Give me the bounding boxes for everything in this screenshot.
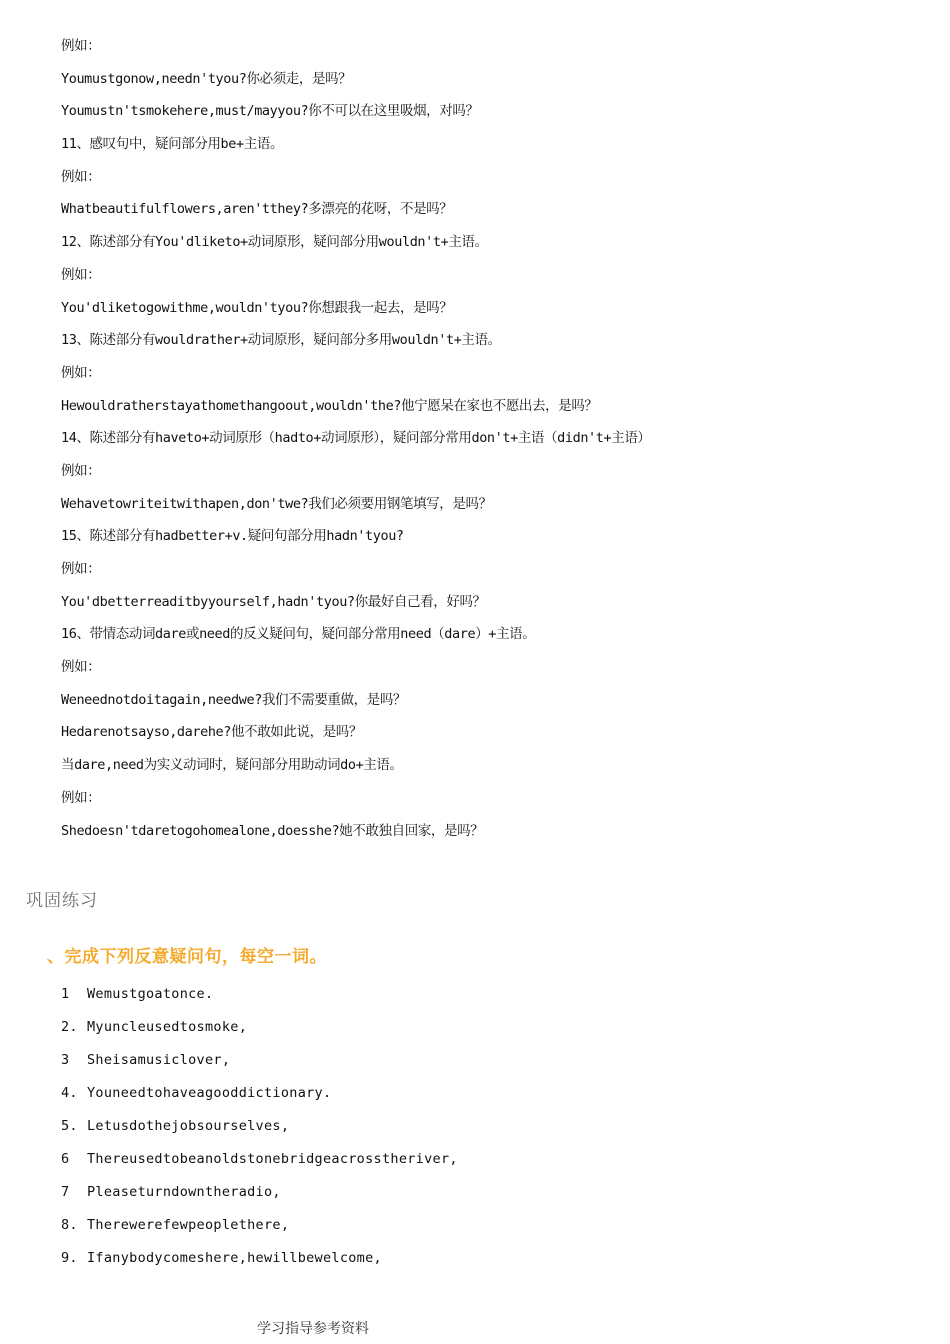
exercise-item bbox=[61, 1084, 921, 1117]
exercise-item bbox=[61, 1051, 921, 1084]
exercise-item bbox=[61, 1150, 921, 1183]
exercise-number: 3 bbox=[61, 1052, 70, 1068]
exercise-number: 9. bbox=[61, 1250, 78, 1266]
exercise-item bbox=[61, 1249, 921, 1282]
exercise-text: Therewerefewpeoplethere, bbox=[87, 1217, 290, 1233]
exercise-number: 4. bbox=[61, 1085, 78, 1101]
rule-line: 例如： bbox=[61, 38, 101, 54]
exercise-text: Thereusedtobeanoldstonebridgeacrosstheriver, bbox=[87, 1151, 458, 1167]
exercise-number: 7 bbox=[61, 1184, 70, 1200]
exercise-text: Letusdothejobsourselves, bbox=[87, 1118, 290, 1134]
rule-line: Weneednotdoitagain,needwe?我们不需要重做，是吗？ bbox=[61, 691, 407, 708]
exercise-item bbox=[61, 1018, 921, 1051]
exercise-number: 5. bbox=[61, 1118, 78, 1134]
rule-line: 例如： bbox=[61, 364, 101, 381]
rule-line: Youmustgonow,needn'tyou?你必须走，是吗？ bbox=[61, 70, 352, 87]
exercise-text: Sheisamusiclover, bbox=[87, 1052, 231, 1068]
rule-line: You'dliketogowithme,wouldn'tyou?你想跟我一起去，是吗？ bbox=[61, 299, 453, 316]
exercise-number: 1 bbox=[61, 986, 70, 1002]
rule-line: 11、感叹句中，疑问部分用be+主语。 bbox=[61, 136, 284, 153]
rule-line: Wehavetowriteitwithapen,don'twe?我们必须要用钢笔填写，是吗？ bbox=[61, 495, 492, 512]
exercise-text: Ifanybodycomeshere,hewillbewelcome, bbox=[87, 1250, 382, 1266]
rule-line: 12、陈述部分有You'dliketo+动词原形，疑问部分用wouldn't+主语。 bbox=[61, 234, 488, 251]
exercise-item bbox=[61, 1183, 921, 1216]
exercise-text: Pleaseturndowntheradio, bbox=[87, 1184, 281, 1200]
exercise-list bbox=[61, 985, 921, 1282]
grammar-rules bbox=[61, 37, 921, 854]
rule-line: Youmustn'tsmokehere,must/mayyou?你不可以在这里吸烟，对吗？ bbox=[61, 103, 479, 120]
section-title: 巩固练习 bbox=[26, 891, 98, 911]
rule-line: 例如： bbox=[61, 462, 101, 479]
exercise-number: 8. bbox=[61, 1217, 78, 1233]
exercise-number: 2. bbox=[61, 1019, 78, 1035]
rule-line: 当dare,need为实义动词时，疑问部分用助动词do+主语。 bbox=[61, 757, 403, 774]
exercise-item bbox=[61, 985, 921, 1018]
page-footer: 学习指导参考资料 bbox=[257, 1321, 369, 1337]
exercise-heading: 、完成下列反意疑问句，每空一词。 bbox=[47, 947, 327, 967]
rule-line: 15、陈述部分有hadbetter+v.疑问句部分用hadn'tyou? bbox=[61, 528, 404, 545]
rule-line: Hewouldratherstayathomethangoout,wouldn'the?他宁愿呆在家也不愿出去，是吗？ bbox=[61, 397, 598, 414]
rule-line: 例如： bbox=[61, 789, 101, 806]
exercise-text: Myuncleusedtosmoke, bbox=[87, 1019, 248, 1035]
rule-line: 13、陈述部分有wouldrather+动词原形，疑问部分多用wouldn't+主语。 bbox=[61, 332, 501, 349]
rule-line: Whatbeautifulflowers,aren'tthey?多漂亮的花呀，不是吗？ bbox=[61, 201, 453, 218]
rule-line: 16、带情态动词dare或need的反义疑问句，疑问部分常用need（dare）+主语。 bbox=[61, 626, 536, 643]
exercise-text: Youneedtohaveagooddictionary. bbox=[87, 1085, 332, 1101]
rule-line: 例如： bbox=[61, 561, 101, 577]
exercise-item bbox=[61, 1117, 921, 1150]
rule-line: 例如： bbox=[61, 168, 101, 185]
exercise-number: 6 bbox=[61, 1151, 70, 1167]
rule-line: Hedarenotsayso,darehe?他不敢如此说，是吗？ bbox=[61, 724, 363, 741]
rule-line: 14、陈述部分有haveto+动词原形（hadto+动词原形），疑问部分常用don't+主语（didn't+主语） bbox=[61, 430, 651, 447]
rule-line: 例如： bbox=[61, 659, 101, 676]
exercise-text: Wemustgoatonce. bbox=[87, 986, 214, 1002]
rule-line: 例如： bbox=[61, 266, 101, 283]
rule-line: Shedoesn'tdaretogohomealone,doesshe?她不敢独自回家，是吗？ bbox=[61, 822, 484, 839]
rule-line: You'dbetterreaditbyyourself,hadn'tyou?你最好自己看，好吗？ bbox=[61, 593, 486, 610]
exercise-item bbox=[61, 1216, 921, 1249]
